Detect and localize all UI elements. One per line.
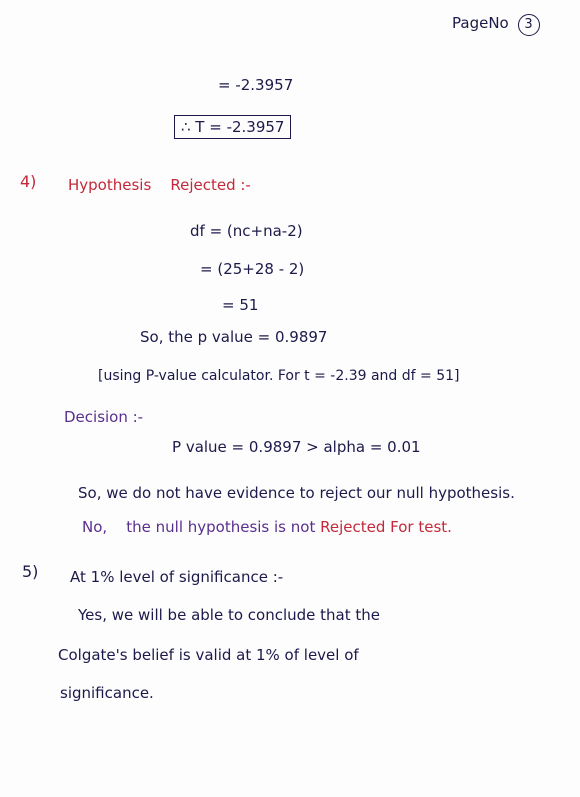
section-5-heading: At 1% level of significance :- [70,568,284,586]
df-substitution: = (25+28 - 2) [200,260,305,278]
page-label: PageNo [452,14,509,32]
section-4-heading [68,176,251,194]
decision-label: Decision :- [64,408,144,426]
no-line-rest: the null hypothesis is not [126,518,316,536]
t-conclusion-box: ∴ T = -2.3957 [174,115,291,139]
no-line-red: Rejected For test. [320,518,452,536]
t-value-line: = -2.3957 [218,76,294,94]
conclusion-line-2: Colgate's belief is valid at 1% of level of [58,646,359,664]
section-4-heading-b: Rejected :- [170,176,251,194]
evidence-line: So, we do not have evidence to reject our null hypothesis. [78,484,515,502]
page-number-circle: 3 [518,14,540,36]
section-4-heading-a: Hypothesis [68,176,152,194]
df-formula: df = (nc+na-2) [190,222,303,240]
no-conclusion-line [82,518,452,536]
conclusion-line-1: Yes, we will be able to conclude that the [78,606,380,624]
calculator-note: [using P-value calculator. For t = -2.39 and df = 51] [98,368,460,384]
section-5-number: 5) [22,562,39,581]
page-number-label [452,14,540,36]
df-result: = 51 [222,296,259,314]
p-value-line: So, the p value = 0.9897 [140,328,328,346]
no-label: No, [82,518,108,536]
decision-compare: P value = 0.9897 > alpha = 0.01 [172,438,421,456]
t-conclusion-wrap [174,118,291,136]
conclusion-line-3: significance. [60,684,154,702]
section-4-number: 4) [20,172,37,191]
